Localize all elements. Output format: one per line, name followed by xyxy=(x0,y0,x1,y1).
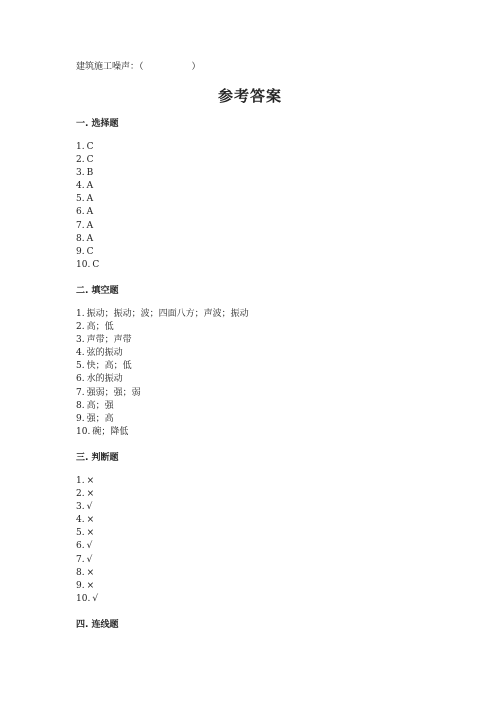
list-item: 7. √ xyxy=(76,554,93,565)
true-false-answer-list xyxy=(76,475,98,606)
list-item: 6. 水的振动 xyxy=(76,374,123,385)
list-item: 2. 高；低 xyxy=(76,322,114,333)
list-item: 4. A xyxy=(76,181,94,192)
list-item: 3. B xyxy=(76,168,94,179)
list-item: 6. A xyxy=(76,207,94,218)
list-item: 1. × xyxy=(76,476,95,486)
list-item: 5. × xyxy=(76,528,95,539)
list-item: 6. √ xyxy=(76,541,93,552)
list-item: 5. 快；高；低 xyxy=(76,361,132,372)
list-item: 8. 高；强 xyxy=(76,400,114,411)
list-item: 9. C xyxy=(76,246,94,257)
fill-blank-answer-list xyxy=(76,308,249,439)
list-item: 5. A xyxy=(76,194,94,205)
section-heading-matching: 四. 连线题 xyxy=(76,620,119,630)
list-item: 1. C xyxy=(76,142,94,152)
list-item: 3. √ xyxy=(76,502,93,513)
list-item: 7. 强弱；强；弱 xyxy=(76,387,141,398)
list-item: 2. C xyxy=(76,155,94,166)
section-heading-choice: 一. 选择题 xyxy=(76,119,119,129)
list-item: 10. √ xyxy=(76,593,99,604)
list-item: 10. C xyxy=(76,259,100,270)
construction-noise-line xyxy=(76,60,201,74)
construction-noise-label: 建筑施工噪声： xyxy=(76,62,140,72)
list-item: 8. × xyxy=(76,567,95,578)
list-item: 8. A xyxy=(76,233,94,244)
section-heading-fill-blank: 二. 填空题 xyxy=(76,286,119,296)
list-item: 1. 振动；振动；波；四面八方；声波；振动 xyxy=(76,309,249,319)
open-paren: （ xyxy=(139,62,144,72)
section-heading-true-false: 三. 判断题 xyxy=(76,453,119,463)
list-item: 7. A xyxy=(76,220,94,231)
close-paren: ） xyxy=(191,62,201,72)
list-item: 10. 碗；降低 xyxy=(76,426,129,437)
list-item: 3. 声带；声带 xyxy=(76,335,132,346)
page-title: 参考答案 xyxy=(217,87,282,105)
list-item: 9. 强；高 xyxy=(76,413,114,424)
choice-answer-list xyxy=(76,141,99,272)
list-item: 9. × xyxy=(76,580,95,591)
list-item: 4. × xyxy=(76,515,95,526)
list-item: 2. × xyxy=(76,489,95,500)
list-item: 4. 弦的振动 xyxy=(76,348,123,359)
